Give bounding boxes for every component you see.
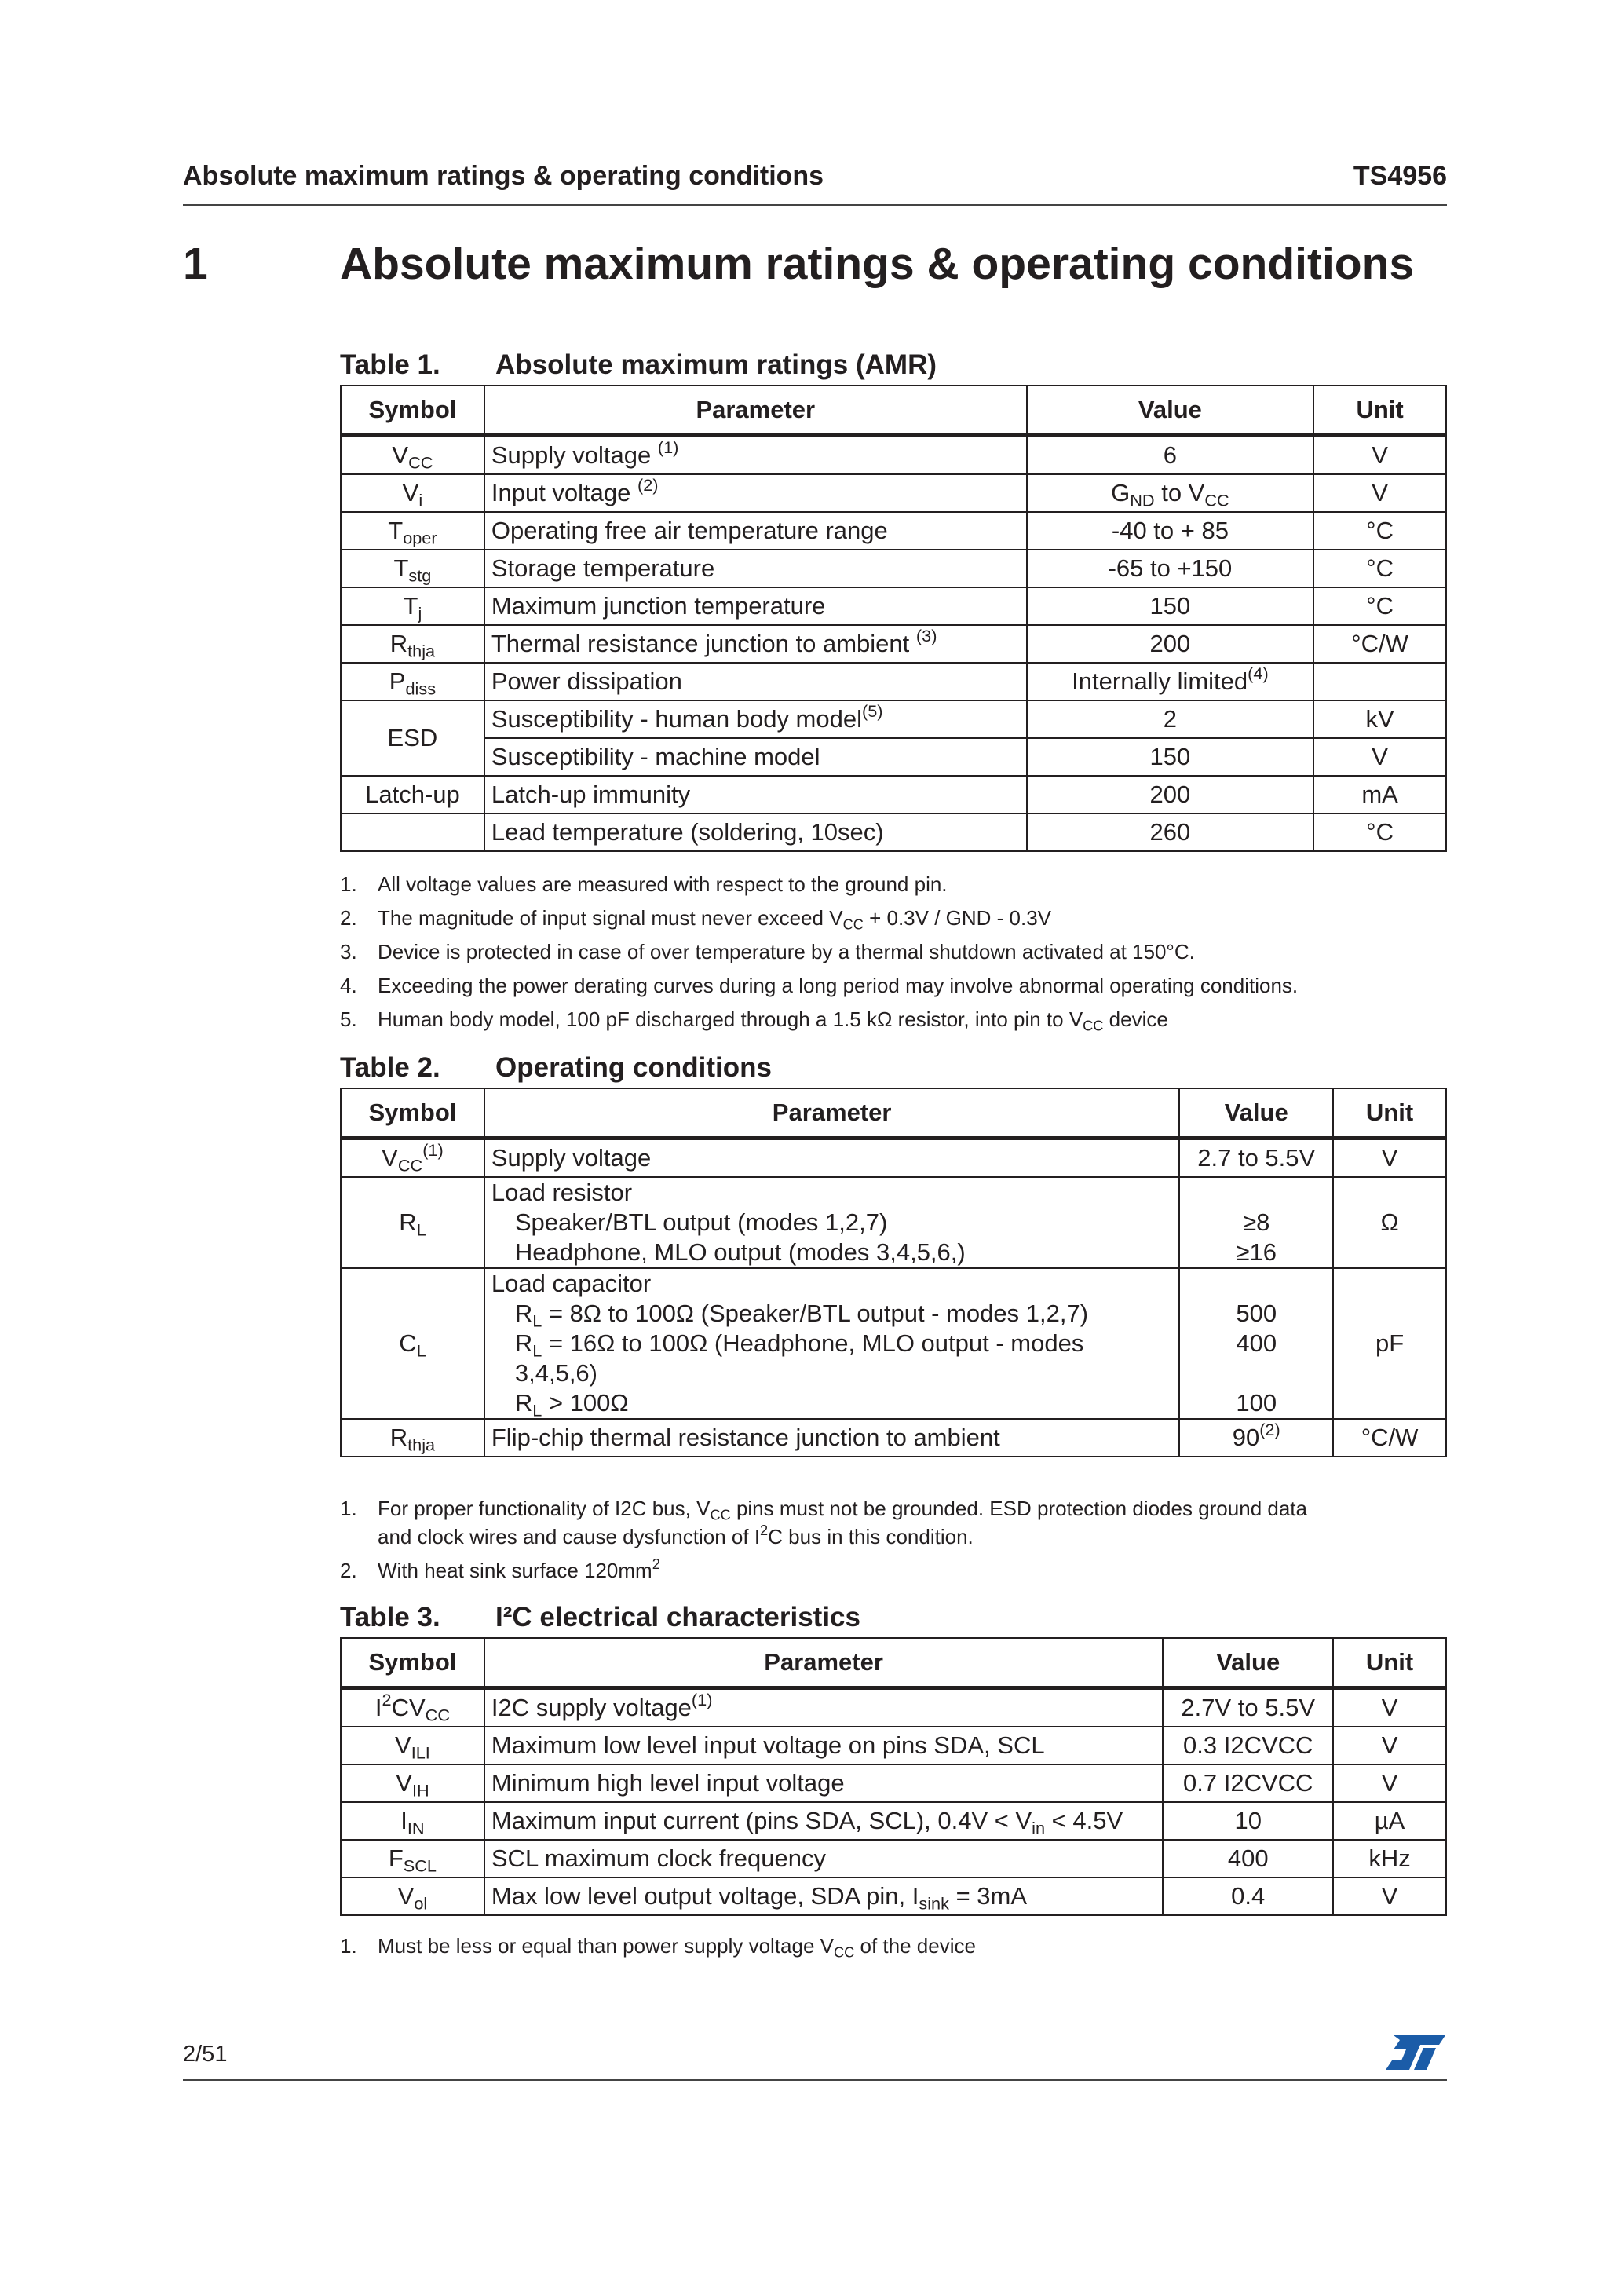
col-unit: Unit (1333, 1088, 1446, 1139)
table-row: $V_{ILI}$ Maximum low level input voltage on pins SDA, SCL 0.3 I2CVCC V (341, 1727, 1446, 1764)
table-header-row (341, 1638, 1446, 1688)
table-row: $R_{thja}$ Flip-chip thermal resistance junction to ambient 90$^{(2)}$ °C/W (341, 1419, 1446, 1457)
footnote: 2. The magnitude of input signal must never exceed $V_{CC} + 0.3V$ / GND - 0.3V (340, 906, 1052, 933)
table-row: ESD Susceptibility - human body model$^{(5)}$ 2 kV (341, 700, 1446, 738)
footnote: 2. With heat sink surface $120mm^2$ (340, 1556, 660, 1582)
table-row: $P_{diss}$ Power dissipation Internally limited$^{(4)}$ (341, 663, 1446, 700)
page-footer (183, 2034, 1447, 2081)
footnote: 4. Exceeding the power derating curves during a long period may involve abnormal operating conditions. (340, 974, 1299, 997)
col-unit: Unit (1333, 1638, 1446, 1688)
table1-notes (340, 870, 1447, 1039)
table1-title: Absolute maximum ratings (AMR) (495, 349, 937, 380)
st-logo-icon (1384, 2034, 1447, 2071)
col-symbol: Symbol (341, 1088, 484, 1139)
section-title: Absolute maximum ratings & operating conditions (340, 239, 1415, 289)
table3 (340, 1637, 1447, 1916)
page-header (183, 157, 1447, 206)
table-row: $T_j$ Maximum junction temperature 150 °C (341, 587, 1446, 625)
table2-label: Table 2. (340, 1052, 440, 1083)
footnote: 3. Device is protected in case of over temperature by a thermal shutdown activated at 150°C. (340, 940, 1195, 963)
table-row: $I_{IN}$ Maximum input current (pins SDA, SCL), $0.4V < V_{in} < 4.5V$ 10 µA (341, 1802, 1446, 1840)
page-number: 2/51 (183, 2042, 228, 2067)
section-number: 1 (183, 239, 208, 289)
table-row: $I^2CV_{CC}$ I2C supply voltage$^{(1)}$ 2.7V to 5.5V V (341, 1688, 1446, 1727)
table2-notes (340, 1494, 1447, 1590)
col-parameter: Parameter (484, 1638, 1163, 1688)
table-row: $T_{oper}$ Operating free air temperature range -40 to + 85 °C (341, 512, 1446, 550)
table-row: $V_{IH}$ Minimum high level input voltage 0.7 I2CVCC V (341, 1764, 1446, 1802)
table2-caption (340, 1052, 772, 1084)
table-row: $F_{SCL}$ SCL maximum clock frequency 400 kHz (341, 1840, 1446, 1877)
table-header-row (341, 1088, 1446, 1139)
header-section-title: Absolute maximum ratings & operating conditions (183, 161, 824, 191)
footnote: 1. For proper functionality of I2C bus, $V_{CC}$ pins must not be grounded. ESD protection diodes ground data and clock wires and cause dysfunction of $I^2C$ bus in this condition. (340, 1497, 1307, 1548)
table-row: $V_{CC}^{(1)}$ Supply voltage 2.7 to 5.5V V (341, 1139, 1446, 1178)
footnote: 1. All voltage values are measured with respect to the ground pin. (340, 872, 948, 896)
table-row: Lead temperature (soldering, 10sec) 260 °C (341, 813, 1446, 851)
col-symbol: Symbol (341, 386, 484, 436)
table-header-row (341, 386, 1446, 436)
header-part-number: TS4956 (1353, 161, 1447, 191)
table1-label: Table 1. (340, 349, 440, 380)
col-parameter: Parameter (484, 1088, 1179, 1139)
table3-label: Table 3. (340, 1602, 440, 1632)
table-row: Susceptibility - machine model 150 V (341, 738, 1446, 776)
table-row: Latch-up Latch-up immunity 200 mA (341, 776, 1446, 813)
footnote: 1. Must be less or equal than power supply voltage $V_{CC}$ of the device (340, 1934, 976, 1961)
col-parameter: Parameter (484, 386, 1027, 436)
table-row: $R_L$ Load resistor Speaker/BTL output (modes 1,2,7) Headphone, MLO output (modes 3,4,5,6,) ≥8 ≥16 Ω (341, 1177, 1446, 1268)
col-value: Value (1027, 386, 1313, 436)
table1 (340, 385, 1447, 852)
table-row: $V_{CC}$ Supply voltage $^{(1)}$ 6 V (341, 436, 1446, 475)
table2 (340, 1088, 1447, 1457)
col-value: Value (1163, 1638, 1333, 1688)
table3-caption (340, 1602, 860, 1633)
table-row: $T_{stg}$ Storage temperature -65 to +150 °C (341, 550, 1446, 587)
table-row: $V_i$ Input voltage $^{(2)}$ $G_{ND}$ to $V_{CC}$ V (341, 474, 1446, 512)
col-symbol: Symbol (341, 1638, 484, 1688)
table-row: $V_{ol}$ Max low level output voltage, SDA pin, $I_{sink} = 3mA$ 0.4 V (341, 1877, 1446, 1915)
table3-notes (340, 1932, 1447, 1965)
footnote: 5. Human body model, 100 pF discharged through a 1.5 kΩ resistor, into pin to $V_{CC}$ device (340, 1007, 1168, 1034)
col-unit: Unit (1313, 386, 1446, 436)
col-value: Value (1179, 1088, 1333, 1139)
table-row: $R_{thja}$ Thermal resistance junction to ambient $^{(3)}$ 200 °C/W (341, 625, 1446, 663)
table1-caption (340, 349, 937, 381)
table2-title: Operating conditions (495, 1052, 772, 1083)
table3-title: I²C electrical characteristics (495, 1602, 860, 1632)
table-row: $C_L$ Load capacitor $R_L = 8\Omega$ to 100Ω (Speaker/BTL output - modes 1,2,7) $R_L = 16\Omega$ to 100Ω (Headphone, MLO output - modes 3,4,5,6) $R_L > 100\Omega$ 500 400 100 pF (341, 1268, 1446, 1419)
